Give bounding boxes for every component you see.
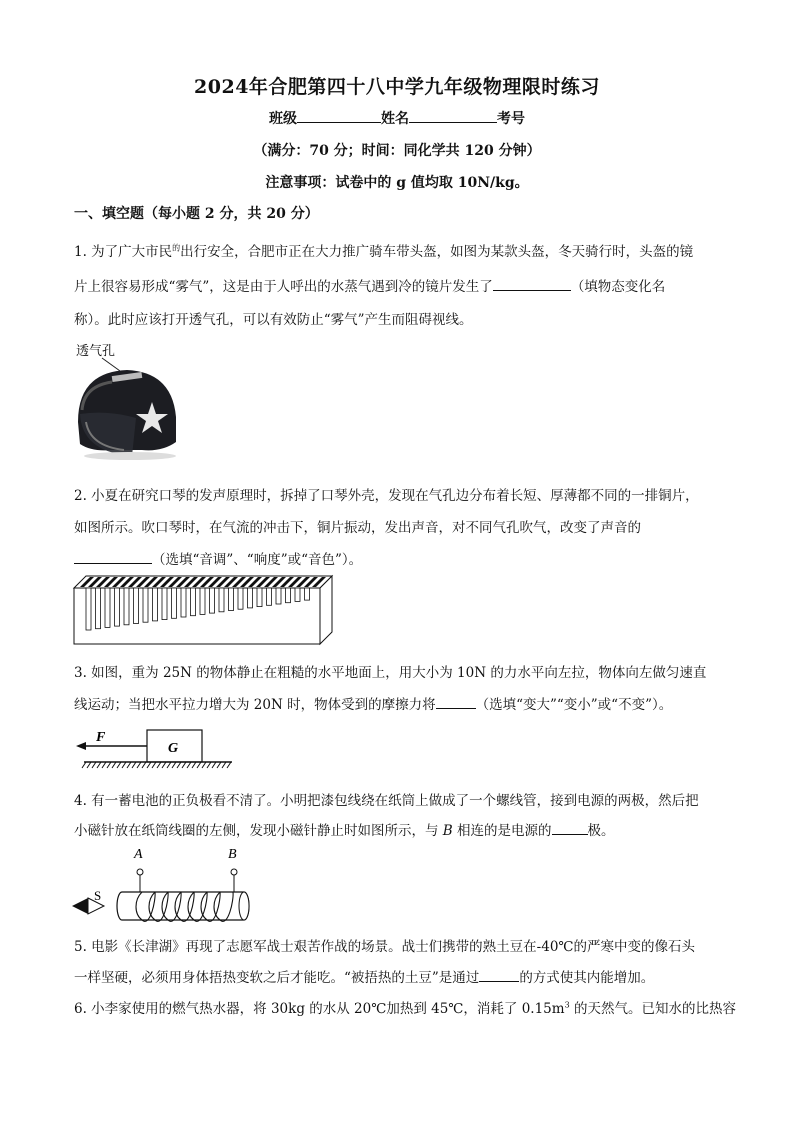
q4-line1: 4. 有一蓄电池的正负极看不清了。小明把漆包线绕在纸筒上做成了一个螺线管，接到电源的两极，然后把 [74, 793, 699, 809]
class-label: 班级 [269, 111, 297, 127]
q3-line1: 3. 如图，重为 25N 的物体静止在粗糙的水平地面上，用大小为 10N 的力水平向左拉，物体向左做匀速直 [74, 665, 707, 681]
ground-hatch [142, 762, 146, 768]
harmonica-reed [305, 588, 310, 600]
q4-line2 [74, 819, 615, 839]
harmonica-reed [124, 588, 129, 625]
harmonica-reed [200, 588, 205, 614]
ground-hatch [227, 762, 231, 768]
q5-line1: 5. 电影《长津湖》再现了志愿军战士艰苦作战的场景。战士们携带的熟土豆在-40℃的严寒中变的像石头 [74, 939, 696, 955]
class-blank[interactable] [297, 108, 381, 123]
q2-line2: 如图所示。吹口琴时，在气流的冲击下，铜片振动，发出声音，对不同气孔吹气，改变了声音的 [74, 520, 641, 536]
q3-text: （选填“变大”“变小”或“不变”）。 [475, 697, 673, 713]
id-label: 考号 [497, 111, 525, 127]
ground-hatch [112, 762, 116, 768]
name-label: 姓名 [381, 111, 409, 127]
q6-line1 [74, 997, 736, 1017]
q4-var-b: B [442, 823, 453, 839]
ground-hatch [137, 762, 141, 768]
block-label: G [168, 741, 179, 756]
page-title: 2024年合肥第四十八中学九年级物理限时练习 [194, 76, 600, 98]
q4-text: 小磁针放在纸筒线圈的左侧，发现小磁针静止时如图所示，与 [74, 823, 443, 839]
ground-hatch [152, 762, 156, 768]
q3-answer-blank[interactable] [436, 694, 476, 709]
q6-text: 的天然气。已知水的比热容 [569, 1001, 736, 1017]
harmonica-reed [172, 588, 177, 618]
ground-hatch [92, 762, 96, 768]
ground-hatch [192, 762, 196, 768]
harmonica-reed [153, 588, 158, 621]
harmonica-reed [238, 588, 243, 609]
q6-superscript: 3 [564, 1000, 570, 1010]
ground-hatch [97, 762, 101, 768]
harmonica-reed [219, 588, 224, 612]
harmonica-reed [295, 588, 300, 601]
force-label: F [96, 730, 106, 745]
q2-answer-blank[interactable] [74, 549, 152, 564]
ground-hatch [82, 762, 86, 768]
ground-hatch [177, 762, 181, 768]
ground-hatch [202, 762, 206, 768]
q1-text: 出行安全，合肥市正在大力推广骑车带头盔，如图为某款头盔，冬天骑行时，头盔的镜 [180, 244, 694, 260]
ground-hatch [167, 762, 171, 768]
student-info-line [0, 108, 794, 128]
terminal-a-label: A [134, 847, 143, 862]
harmonica-reed [229, 588, 234, 611]
ground-hatch [147, 762, 151, 768]
ground-hatch [107, 762, 111, 768]
q2-line1: 2. 小夏在研究口琴的发声原理时，拆掉了口琴外壳，发现在气孔边分布着长短、厚薄都不同的一排铜片， [74, 488, 699, 504]
harmonica-reed [162, 588, 167, 620]
harmonica-reed [286, 588, 291, 603]
harmonica-reed [86, 588, 91, 630]
ground-hatch [182, 762, 186, 768]
harmonica-reed [115, 588, 120, 626]
ground-hatch [162, 762, 166, 768]
ground-hatch [217, 762, 221, 768]
harmonica-reeds-figure [72, 572, 334, 648]
ground-hatch [132, 762, 136, 768]
harmonica-reed [267, 588, 272, 605]
notice-line: 注意事项：试卷中的 g 值均取 10N/kg。 [265, 175, 529, 191]
vent-label: 透气孔 [76, 344, 116, 359]
helmet-figure [72, 352, 182, 462]
q5-text: 的方式使其内能增加。 [519, 970, 655, 986]
q1-line1 [74, 240, 693, 260]
block-force-figure [72, 722, 232, 772]
harmonica-reed [248, 588, 253, 608]
q2-line3 [74, 548, 362, 568]
q5-line2 [74, 966, 654, 986]
harmonica-reed [181, 588, 186, 617]
ground-hatch [122, 762, 126, 768]
harmonica-reed [191, 588, 196, 616]
ground-hatch [127, 762, 131, 768]
q1-line2 [74, 275, 665, 295]
ground-hatch [222, 762, 226, 768]
q5-text: 一样坚硬，必须用身体捂热变软之后才能吃。“被捂热的土豆”是通过 [74, 970, 480, 986]
q1-text: 1. 为了广大市民 [74, 244, 173, 260]
section-heading: 一、填空题（每小题 2 分，共 20 分） [74, 206, 319, 222]
ground-hatch [157, 762, 161, 768]
q1-line3: 称）。此时应该打开透气孔，可以有效防止“雾气”产生而阻碍视线。 [74, 312, 473, 328]
solenoid-figure [68, 844, 252, 926]
harmonica-reed [105, 588, 110, 627]
harmonica-reed [276, 588, 281, 604]
terminal-b-label: B [228, 847, 237, 862]
ground-hatch [187, 762, 191, 768]
q6-text: 6. 小李家使用的燃气热水器，将 30kg 的水从 20℃加热到 45℃，消耗了 0.15m [74, 1001, 565, 1017]
score-time-line: （满分：70 分；时间：同化学共 120 分钟） [253, 143, 541, 159]
harmonica-reed [143, 588, 148, 622]
ground-hatch [207, 762, 211, 768]
needle-s-label: S [94, 888, 102, 903]
q1-text: （填物态变化名 [570, 279, 666, 295]
q1-superscript: 的 [172, 243, 181, 253]
ground-hatch [172, 762, 176, 768]
q1-answer-blank[interactable] [493, 276, 571, 291]
ground-hatch [212, 762, 216, 768]
q3-line2 [74, 693, 672, 713]
q5-answer-blank[interactable] [479, 967, 519, 982]
harmonica-reed [134, 588, 139, 624]
q4-answer-blank[interactable] [552, 820, 588, 835]
q3-text: 线运动；当把水平拉力增大为 20N 时，物体受到的摩擦力将 [74, 697, 436, 713]
ground-hatch [87, 762, 91, 768]
q1-text: 片上很容易形成“雾气”，这是由于人呼出的水蒸气遇到冷的镜片发生了 [74, 279, 493, 295]
q4-text: 极。 [587, 823, 615, 839]
harmonica-reed [257, 588, 262, 607]
ground-hatch [197, 762, 201, 768]
ground-hatch [102, 762, 106, 768]
q2-text: （选填“音调”、“响度”或“音色”）。 [152, 552, 363, 568]
ground-hatch [117, 762, 121, 768]
harmonica-reed [96, 588, 101, 629]
harmonica-reed [210, 588, 215, 613]
q4-text: 相连的是电源的 [452, 823, 552, 839]
name-blank[interactable] [409, 108, 497, 123]
